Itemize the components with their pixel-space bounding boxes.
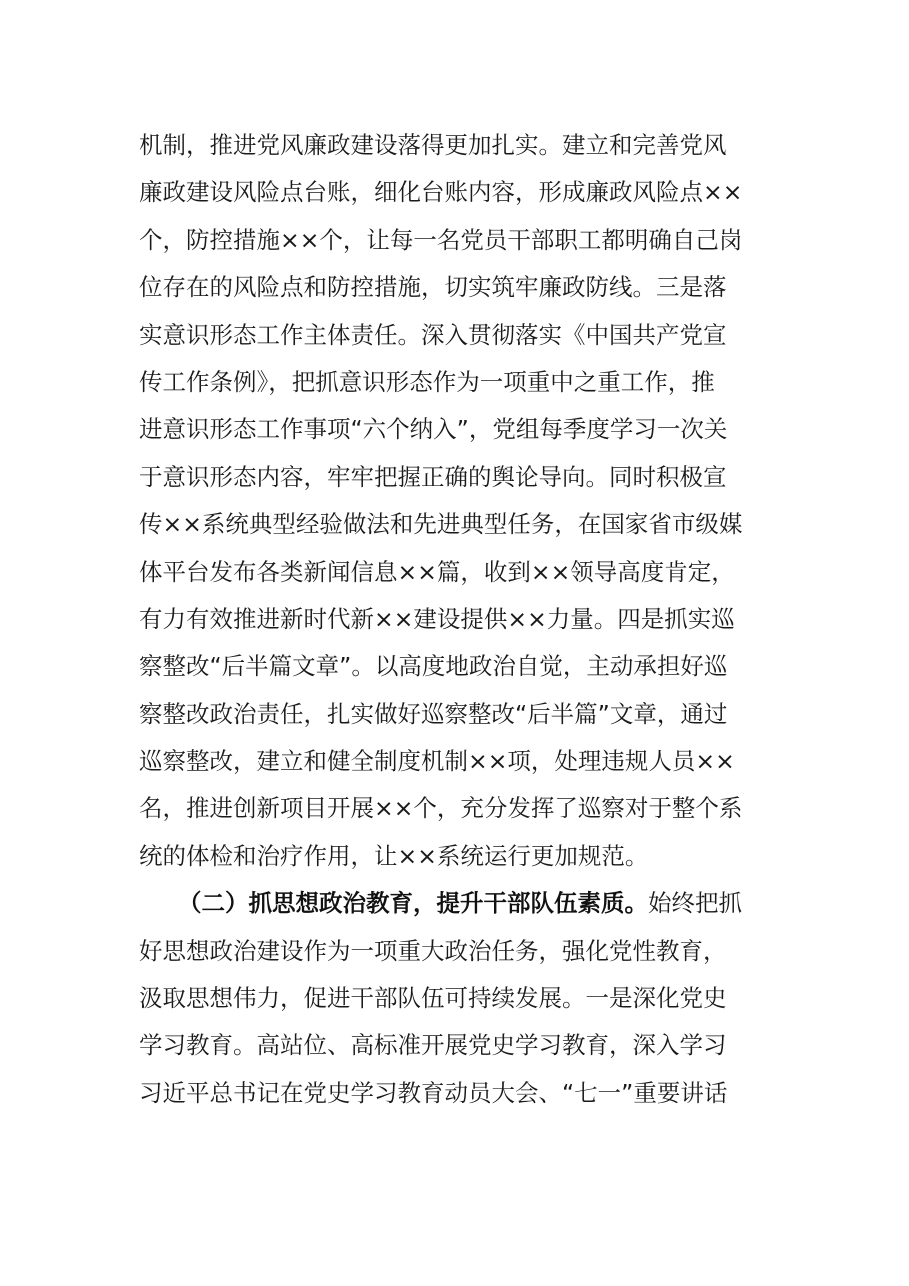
text-line: 实意识形态工作主体责任。深入贯彻落实《中国共产党宣 bbox=[139, 320, 727, 349]
text-line: 察整改“后半篇文章”。以高度地政治自觉，主动承担好巡 bbox=[139, 652, 728, 681]
text-line: 于意识形态内容，牢牢把握正确的舆论导向。同时积极宣 bbox=[139, 462, 727, 491]
text-line: 察整改政治责任，扎实做好巡察整改“后半篇”文章，通过 bbox=[139, 699, 728, 728]
text-line: 机制，推进党风廉政建设落得更加扎实。建立和完善党风 bbox=[139, 131, 727, 159]
document-body bbox=[139, 122, 769, 1117]
text-line: 汲取思想伟力，促进干部队伍可持续发展。一是深化党史 bbox=[139, 984, 727, 1013]
text-line: 传××系统典型经验做法和先进典型任务，在国家省市级媒 bbox=[139, 510, 743, 539]
section-heading: （二）抓思想政治教育，提升干部队伍素质。 bbox=[178, 889, 648, 918]
text-line: 学习教育。高站位、高标准开展党史学习教育，深入学习 bbox=[139, 1031, 727, 1060]
text-line: 有力有效推进新时代新××建设提供××力量。四是抓实巡 bbox=[139, 604, 735, 633]
text-line: 体平台发布各类新闻信息××篇，收到××领导高度肯定， bbox=[139, 557, 735, 586]
text-line: 位存在的风险点和防控措施，切实筑牢廉政防线。三是落 bbox=[139, 273, 727, 302]
text-line: 巡察整改，建立和健全制度机制××项，处理违规人员×× bbox=[139, 747, 735, 776]
text-line: 个，防控措施××个，让每一名党员干部职工都明确自己岗 bbox=[139, 225, 743, 254]
section-heading-continuation: 始终把抓 bbox=[648, 889, 742, 918]
text-line: 进意识形态工作事项“六个纳入”，党组每季度学习一次关 bbox=[139, 415, 728, 444]
text-line: 名，推进创新项目开展××个，充分发挥了巡察对于整个系 bbox=[139, 794, 743, 823]
text-line: 传工作条例》，把抓意识形态作为一项重中之重工作，推 bbox=[139, 367, 715, 396]
text-line: 统的体检和治疗作用，让××系统运行更加规范。 bbox=[139, 841, 649, 870]
text-line: 习近平总书记在党史学习教育动员大会、“七一”重要讲话 bbox=[139, 1078, 728, 1107]
section-heading-line bbox=[139, 880, 769, 927]
text-line: 好思想政治建设作为一项重大政治任务，强化党性教育， bbox=[139, 936, 727, 965]
text-line: 廉政建设风险点台账，细化台账内容，形成廉政风险点×× bbox=[139, 178, 743, 207]
